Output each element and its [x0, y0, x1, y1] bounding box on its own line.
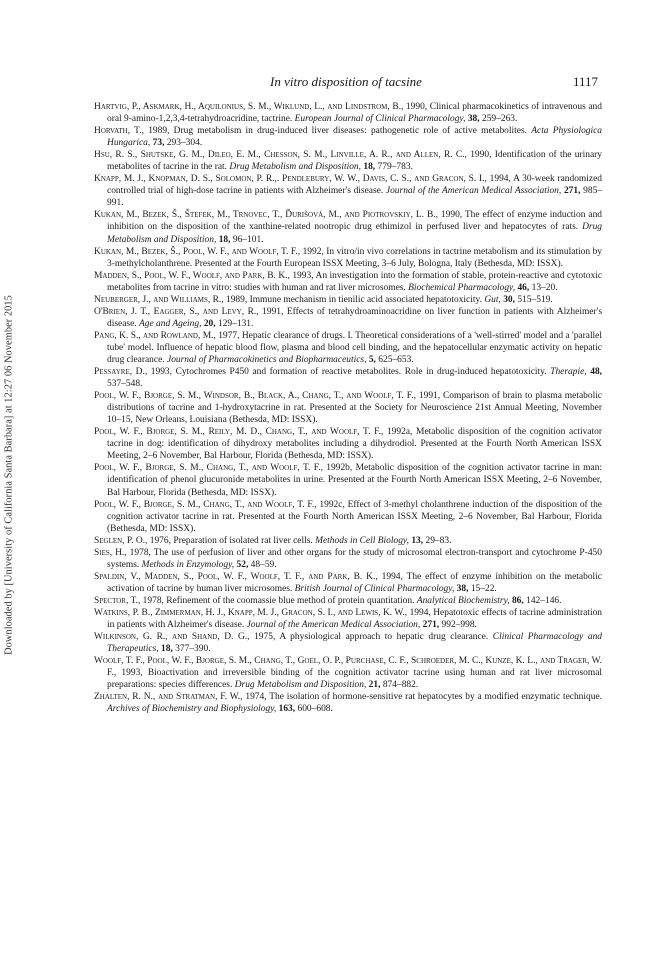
reference-title: Hepatic clearance of drugs. I. Theoretical considerations of a 'well-stirred' model and a 'parallel tube' model. Influence of hepatic blood flow, plasma and blood cell binding, and the hepatocellular enzymatic activity on hepatic drug clearance.: [107, 330, 602, 365]
reference-authors: Zhalten, R. N., and Stratman, F. W.: [94, 692, 241, 703]
reference-entry: Kukan, M., Bezek, Š., Pool, W. F., and Woolf, T. F., 1992, In vitro/in vivo correlations in tactrine metabolism and its stimulation by 3-methylcholanthrene. Presented at the Fourth European ISSX Meeting, 3–6 July, Bologna, Italy (Bethesda, MD: ISSX).: [94, 246, 603, 269]
reference-pages: 29–83.: [425, 535, 452, 546]
reference-authors: Neuberger, J., and Williams, R.: [94, 294, 222, 305]
reference-authors: Wilkinson, G. R., and Shand, D. G.: [94, 632, 248, 643]
reference-title: Clinical pharmacokinetics of intravenous and oral 9-amino-1,2,3,4-tetrahydroacridine, tactrine.: [107, 102, 602, 125]
reference-journal: Journal of Pharmacokinetics and Biopharmaceutics,: [167, 354, 367, 365]
reference-pages: 985–991.: [107, 186, 603, 209]
reference-entry: Zhalten, R. N., and Stratman, F. W., 1974, The isolation of hormone-sensitive rat hepatocytes by a modified enzymatic technique. Archives of Biochemistry and Biophysiology, 163, 600–608.: [94, 692, 603, 715]
reference-authors: Kukan, M., Bezek, Š., Štefek, M., Trnovec, T., Ďurišová, M., and Piotrovskiy, L. B.: [94, 210, 436, 221]
reference-authors: Kukan, M., Bezek, Š., Pool, W. F., and Woolf, T. F.: [94, 246, 298, 257]
reference-year: 1992a: [386, 427, 411, 438]
reference-year: 1992c: [319, 499, 343, 510]
reference-authors: Pessayre, D.: [94, 367, 145, 378]
reference-list: [94, 101, 602, 715]
reference-volume: 52,: [236, 559, 249, 570]
reference-pages: 779–783.: [377, 162, 413, 173]
reference-entry: Madden, S., Pool, W. F., Woolf, and Park, B. K., 1993, An investigation into the formation of stable, protein-reactive and cytotoxic metabolites from tacrine in vitro: studies with human and rat liver microsomes. Biochemical Pharmacology, 46, 13–20.: [94, 270, 603, 293]
reference-year: 1977: [218, 330, 238, 341]
reference-title: Immune mechanism in tienilic acid associated hepatotoxicity.: [249, 294, 482, 305]
reference-entry: Pool, W. F., Bjorge, S. M., Reily, M. D., Chang, T., and Woolf, T. F., 1992a, Metabolic disposition of the cognition activator tacrine in dog: identification of dihydroxy metabolites including a dihydrodiol. Presented at the Fourth North American ISSX Meeting, 2–6 November, Bal Harbour, Florida (Bethesda, MD: ISSX).: [94, 427, 603, 462]
reference-volume: 38,: [467, 114, 480, 125]
reference-pages: 142–146.: [526, 595, 562, 606]
reference-authors: Pool, W. F., Bjorge, S. M., Chang, T., and Woolf, T. F.: [94, 499, 315, 510]
reference-pages: 293–304.: [166, 138, 203, 149]
reference-journal: Journal of the American Medical Association,: [385, 186, 562, 197]
reference-volume: 86,: [511, 595, 524, 606]
reference-entry: Spector, T., 1978, Refinement of the coomassie blue method of protein quantitation. Analytical Biochemistry, 86, 142–146.: [94, 595, 562, 606]
reference-entry: Pool, W. F., Bjorge, S. M., Chang, T., and Woolf, T. F., 1992b, Metabolic disposition of the cognition activator tacrine in man: identification of phenol glucuronide metabolites in urine. Presented at the Fourth North American ISSX Meeting, 2–6 November, Bal Harbour, Florida (Bethesda, MD: ISSX).: [94, 463, 603, 498]
running-title: [94, 74, 598, 90]
reference-volume: 271,: [563, 186, 581, 197]
reference-journal: Biochemical Pharmacology,: [408, 282, 516, 293]
reference-volume: 48,: [590, 367, 603, 378]
reference-entry: Pool, W. F., Bjorge, S. M., Windsor, B., Black, A., Chang, T., and Woolf, T. F., 1991, Comparison of brain to plasma metabolic distributions of tacrine and 1-hydroxytacrine in rat. Presented at the Society for Neuroscience 21st Annual Meeting, November 10–15, New Orleans, Louisiana (Bethesda, MD: ISSX).: [94, 391, 603, 426]
reference-authors: Woolf, T. F., Pool, W. F., Bjorge, S. M., Chang, T., Goel, O. P., Purchase, C. F., Schroeder, M. C., Kunze, K. L., and Trager, W. F.: [94, 656, 602, 679]
reference-title: Effects of tetrahydroaminoacridine on liver function in patients with Alzheimer's disease.: [107, 306, 603, 329]
reference-entry: Sies, H., 1978, The use of perfusion of liver and other organs for the study of microsomal electron-transport and cytochrome P-450 systems. Methods in Enzymology, 52, 48–59.: [94, 547, 602, 570]
reference-year: 1991: [418, 391, 438, 402]
running-title-prefix: In vitro: [270, 74, 309, 89]
reference-title: The use of perfusion of liver and other organs for the study of microsomal electron-transport and cytochrome P-450 systems.: [107, 547, 602, 570]
reference-entry: Hartvig, P., Askmark, H., Aquilonius, S. M., Wiklund, L., and Lindstrom, B., 1990, Clinical pharmacokinetics of intravenous and oral 9-amino-1,2,3,4-tetrahydroacridine, tactrine. European Journal of Clinical Pharmacology, 38, 259–263.: [94, 102, 602, 125]
reference-title: Metabolic disposition of the cognition activator tacrine in dog: identification of dihydroxy metabolites including a dihydrodiol. Presented at the Fourth North American ISSX Meeting, 2–6 November, Bal Harbour, Florida (Bethesda, MD: ISSX).: [107, 427, 603, 462]
reference-year: 1992b: [326, 463, 350, 474]
reference-year: 1978: [142, 595, 162, 606]
reference-title: Metabolic disposition of the cognition activator tacrine in man: identification of phenol glucuronide metabolites in urine. Presented at the Fourth North American ISSX Meeting, 2–6 November, Bal Harbour, Florida (Bethesda, MD: ISSX).: [107, 463, 603, 498]
reference-title: An investigation into the formation of stable, protein-reactive and cytotoxic metabolites from tacrine in vitro: studies with human and rat liver microsomes.: [107, 270, 603, 293]
reference-volume: 18,: [218, 234, 231, 245]
reference-volume: 18,: [161, 644, 173, 655]
reference-authors: Horvath, T.: [94, 126, 142, 137]
reference-authors: Knapp, M. J., Knopman, D. S., Solomon, P. R.,. Pendlebury, W. W., Davis, C. S., and Gracon, S. I.: [94, 174, 485, 185]
reference-pages: 377–390.: [175, 644, 211, 655]
reference-journal: Methods in Cell Biology,: [315, 535, 409, 546]
reference-pages: 537–548.: [107, 379, 143, 390]
reference-journal: Acta Physiologica Hungarica,: [107, 126, 603, 149]
reference-entry: Watkins, P. B., Zimmerman, H. J., Knapp, M. J., Gracon, S. I., and Lewis, K. W., 1994, Hepatotoxic effects of tacrine administration in patients with Alzheimer's disease. Journal of the American Medical Association, 271, 992–998.: [94, 607, 603, 631]
reference-title: A physiological approach to hepatic drug clearance.: [279, 632, 489, 643]
page-number: 1117: [572, 74, 598, 89]
reference-year: 1993: [121, 668, 141, 679]
reference-pages: 96–101.: [232, 234, 264, 245]
reference-entry: Kukan, M., Bezek, Š., Štefek, M., Trnovec, T., Ďurišová, M., and Piotrovskiy, L. B., 1990, The effect of enzyme induction and inhibition on the disposition of the xanthine-related nootropic drug ethimizol in perfused liver and hepatocytes of rats. Drug Metabolism and Disposition, 18, 96–101.: [94, 210, 603, 245]
reference-pages: 15–22.: [470, 583, 497, 594]
reference-entry: Spaldin, V., Madden, S., Pool, W. F., Woolf, T. F., and Park, B. K., 1994, The effect of enzyme inhibition on the metabolic activation of tacrine by human liver microsomes. British Journal of Clinical Pharmacology, 38, 15–22.: [94, 571, 602, 594]
reference-entry: Neuberger, J., and Williams, R., 1989, Immune mechanism in tienilic acid associated hepatotoxicity. Gut, 30, 515–519.: [94, 294, 553, 305]
reference-volume: 46,: [517, 282, 530, 293]
reference-pages: 259–263.: [481, 114, 518, 125]
reference-volume: 30,: [503, 294, 515, 305]
reference-entry: Horvath, T., 1989, Drug metabolism in drug-induced liver diseases: pathogenetic role of active metabolites. Acta Physiologica Hungarica, 73, 293–304.: [94, 126, 603, 149]
reference-year: 1990: [470, 150, 490, 161]
reference-entry: Pang, K. S., and Rowland, M., 1977, Hepatic clearance of drugs. I. Theoretical considerations of a 'well-stirred' model and a 'parallel tube' model. Influence of hepatic blood flow, plasma and blood cell binding, and the hepatocellular enzymatic activity on hepatic drug clearance. Journal of Pharmacokinetics and Biopharmaceutics, 5, 625–653.: [94, 330, 602, 365]
reference-entry: O'Brien, J. T., Eagger, S., and Levy, R., 1991, Effects of tetrahydroaminoacridine on liver function in patients with Alzheimer's disease. Age and Ageing, 20, 129–131.: [94, 306, 603, 329]
reference-journal: Methods in Enzymology,: [141, 559, 235, 570]
reference-entry: Pessayre, D., 1993, Cytochromes P450 and formation of reactive metabolites. Role in drug-induced hepatotoxicity. Therapie, 48, 537–548.: [94, 367, 603, 390]
reference-year: 1991: [262, 306, 282, 317]
reference-entry: Hsu, R. S., Shutske, G. M., Dileo, E. M., Chesson, S. M., Linville, A. R., and Allen, R. C., 1990, Identification of the urinary metabolites of tacrine in the rat. Drug Metabolism and Disposition, 18, 779–783.: [94, 150, 603, 173]
reference-pages: 13–20.: [531, 282, 558, 293]
reference-entry: Pool, W. F., Bjorge, S. M., Chang, T., and Woolf, T. F., 1992c, Effect of 3-methyl cholanthrene induction of the disposition of the cognition activator tacrine in rat. Presented at the Fourth North American ISSX Meeting, 2–6 November, Bal Harbour, Florida (Bethesda, MD: ISSX).: [94, 499, 602, 534]
reference-year: 1992: [302, 246, 322, 257]
reference-title: Preparation of isolated rat liver cells.: [173, 535, 313, 546]
running-title-rest: disposition of tacsine: [311, 74, 422, 89]
reference-title: Refinement of the coomassie blue method of protein quantitation.: [166, 595, 415, 606]
reference-entry: Wilkinson, G. R., and Shand, D. G., 1975, A physiological approach to hepatic drug clearance. Clinical Pharmacology and Therapeutics, 18, 377–390.: [94, 632, 603, 655]
reference-authors: Seglen, P. O.: [94, 535, 146, 546]
reference-entry: Knapp, M. J., Knopman, D. S., Solomon, P. R.,. Pendlebury, W. W., Davis, C. S., and Gracon, S. I., 1994, A 30-week randomized controlled trial of high-dose tacrine in patients with Alzheimer's disease. Journal of the American Medical Association, 271, 985–991.: [94, 174, 603, 209]
reference-journal: Clinical Pharmacology and Therapeutics,: [107, 632, 603, 655]
download-watermark: [3, 175, 15, 775]
reference-title: Effect of 3-methyl cholanthrene induction of the disposition of the cognition activator tacrine in rat. Presented at the Fourth North American ISSX Meeting, 2–6 November, Bal Harbour, Florida (Bethesda, MD: ISSX).: [107, 499, 602, 534]
reference-year: 1989: [148, 126, 168, 137]
reference-pages: 600–608.: [297, 704, 333, 715]
reference-authors: Pool, W. F., Bjorge, S. M., Chang, T., and Woolf, T. F.: [94, 463, 321, 474]
reference-authors: Madden, S., Pool, W. F., Woolf, and Park, B. K.: [94, 270, 288, 281]
reference-journal: Gut,: [484, 294, 501, 305]
reference-title: Identification of the urinary metabolites of tacrine in the rat.: [107, 150, 603, 173]
reference-pages: 992–998.: [441, 620, 477, 631]
reference-journal: Age and Ageing,: [138, 318, 202, 329]
reference-year: 1994: [489, 174, 509, 185]
reference-journal: European Journal of Clinical Pharmacology,: [294, 114, 466, 125]
reference-journal: Drug Metabolism and Disposition,: [229, 162, 361, 173]
reference-authors: Hsu, R. S., Shutske, G. M., Dileo, E. M., Chesson, S. M., Linville, A. R., and Allen, R. C.: [94, 150, 465, 161]
reference-journal: Drug Metabolism and Disposition,: [234, 680, 367, 691]
reference-authors: Pool, W. F., Bjorge, S. M., Reily, M. D., Chang, T., and Woolf, T. F.: [94, 427, 381, 438]
reference-year: 1990: [440, 210, 460, 221]
reference-volume: 20,: [203, 318, 216, 329]
reference-journal: Archives of Biochemistry and Biophysiology,: [107, 704, 277, 715]
reference-year: 1978: [129, 547, 149, 558]
reference-pages: 129–131.: [217, 318, 254, 329]
reference-journal: Journal of the American Medical Association,: [246, 620, 421, 631]
reference-year: 1989: [225, 294, 245, 305]
running-header: [94, 74, 598, 90]
reference-title: In vitro/in vivo correlations in tactrine metabolism and its stimulation by 3-methylcholanthrene. Presented at the Fourth European ISSX Meeting, 3–6 July, Bologna, Italy (Bethesda, MD: ISSX).: [107, 246, 603, 269]
reference-title: Comparison of brain to plasma metabolic distributions of tacrine and 1-hydroxytacrine in rat. Presented at the Society for Neuroscience 21st Annual Meeting, November 10–15, New Orleans, Louisiana (Bethesda, MD: ISSX).: [107, 391, 603, 426]
reference-authors: Spaldin, V., Madden, S., Pool, W. F., Woolf, T. F., and Park, B. K.: [94, 571, 376, 582]
reference-title: A 30-week randomized controlled trial of high-dose tacrine in patients with Alzheimer's disease.: [107, 174, 602, 197]
reference-year: 1993: [292, 270, 312, 281]
reference-year: 1975: [254, 632, 273, 643]
reference-year: 1993: [150, 367, 170, 378]
reference-title: Bioactivation and irreversible binding of the cognition activator tacrine using human and rat liver microsomal preparations: species differences.: [107, 668, 602, 691]
reference-volume: 18,: [363, 162, 376, 173]
reference-year: 1990: [405, 102, 425, 112]
reference-volume: 21,: [368, 680, 381, 691]
reference-title: Cytochromes P450 and formation of reactive metabolites. Role in drug-induced hepatotoxicity.: [175, 367, 547, 378]
reference-title: Hepatotoxic effects of tacrine administration in patients with Alzheimer's disease.: [107, 607, 603, 631]
reference-pages: 874–882.: [382, 680, 419, 691]
reference-title: Drug metabolism in drug-induced liver diseases: pathogenetic role of active metabolites.: [173, 126, 527, 137]
reference-pages: 625–653.: [378, 354, 414, 365]
reference-title: The isolation of hormone-sensitive rat hepatocytes by a modified enzymatic technique.: [269, 692, 603, 703]
reference-year: 1976: [149, 535, 169, 546]
reference-authors: Hartvig, P., Askmark, H., Aquilonius, S. M., Wiklund, L., and Lindstrom, B.: [94, 102, 401, 112]
reference-journal: British Journal of Clinical Pharmacology,: [294, 583, 455, 594]
reference-volume: 271,: [422, 620, 440, 631]
reference-title: The effect of enzyme inhibition on the metabolic activation of tacrine by human liver microsomes.: [107, 571, 602, 594]
reference-authors: Pool, W. F., Bjorge, S. M., Windsor, B., Black, A., Chang, T., and Woolf, T. F.: [94, 391, 414, 402]
reference-authors: Spector, T.: [94, 595, 138, 606]
reference-authors: Sies, H.: [94, 547, 125, 558]
reference-volume: 13,: [411, 535, 424, 546]
reference-authors: Watkins, P. B., Zimmerman, H. J., Knapp, M. J., Gracon, S. I., and Lewis, K. W.: [94, 607, 405, 618]
reference-authors: O'Brien, J. T., Eagger, S., and Levy, R.: [94, 306, 257, 317]
reference-journal: Drug Metabolism and Disposition,: [107, 222, 603, 245]
reference-entry: Woolf, T. F., Pool, W. F., Bjorge, S. M., Chang, T., Goel, O. P., Purchase, C. F., Schroeder, M. C., Kunze, K. L., and Trager, W. F., 1993, Bioactivation and irreversible binding of the cognition activator tacrine using human and rat liver microsomal preparations: species differences. Drug Metabolism and Disposition, 21, 874–882.: [94, 656, 602, 691]
reference-volume: 163,: [278, 704, 296, 715]
reference-volume: 5,: [368, 354, 376, 365]
reference-year: 1994: [381, 571, 401, 582]
reference-year: 1974: [245, 692, 265, 703]
reference-pages: 48–59.: [250, 559, 277, 570]
reference-authors: Pang, K. S., and Rowland, M.: [94, 330, 214, 341]
reference-pages: 515–519.: [517, 294, 553, 305]
reference-year: 1994: [409, 607, 429, 618]
reference-journal: Therapie,: [550, 367, 587, 378]
download-note: Downloaded by [University of California Santa Barbara] at 12:27 06 November 2015: [3, 295, 15, 655]
reference-entry: Seglen, P. O., 1976, Preparation of isolated rat liver cells. Methods in Cell Biology, 13, 29–83.: [94, 535, 452, 546]
reference-volume: 73,: [152, 138, 165, 149]
reference-title: The effect of enzyme induction and inhibition on the disposition of the xanthine-related nootropic drug ethimizol in perfused liver and hepatocytes of rats.: [107, 210, 603, 233]
reference-journal: Analytical Biochemistry,: [416, 595, 510, 606]
reference-volume: 38,: [456, 583, 469, 594]
